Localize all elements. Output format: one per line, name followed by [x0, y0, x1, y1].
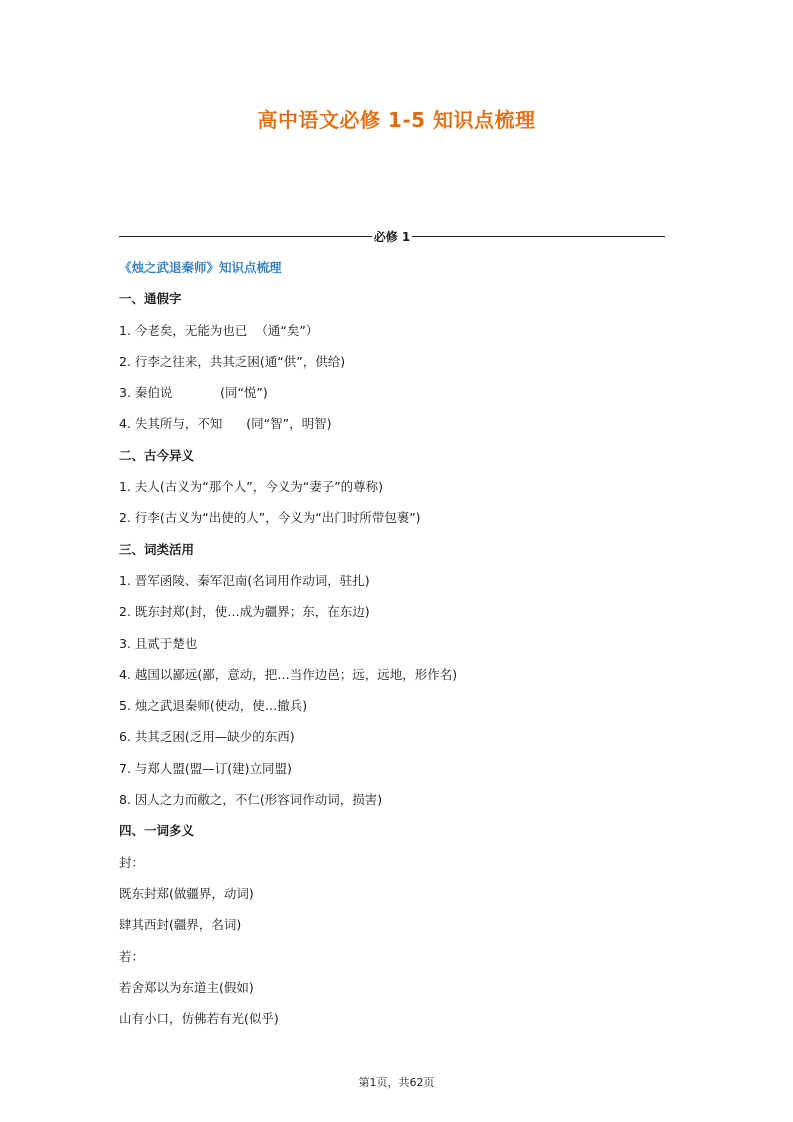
- section-heading: 四、一词多义: [119, 823, 195, 839]
- section-label: 必修 1: [373, 229, 411, 244]
- content-line: 肆其西封(疆界，名词): [119, 917, 242, 933]
- content-line: 若：: [119, 948, 145, 964]
- divider-rule-left: [119, 236, 372, 237]
- section-heading: 一、通假字: [119, 291, 182, 307]
- section-heading: 三、词类活用: [119, 541, 195, 557]
- article-title: 《烛之武退秦师》知识点梳理: [119, 260, 282, 275]
- content-line: 山有小口，仿佛若有光(似乎): [119, 1011, 279, 1027]
- content-line: 6. 共其乏困(乏用—缺少的东西): [119, 729, 295, 745]
- document-title: 高中语文必修 1-5 知识点梳理: [257, 108, 536, 132]
- content-line: 2. 行李(古义为“出使的人”，今义为“出门时所带包裹”): [119, 510, 421, 526]
- document-content: [119, 252, 679, 1034]
- section-heading: 二、古今异义: [119, 447, 195, 463]
- content-line: 1. 今老矣，无能为也已 （通“矣”）: [119, 322, 319, 338]
- content-line: 封：: [119, 854, 145, 870]
- content-line: 7. 与郑人盟(盟—订(建)立同盟): [119, 760, 292, 776]
- content-line: 既东封郑(做疆界，动词): [119, 885, 254, 901]
- content-line: 2. 行李之往来，共其乏困(通“供”，供给): [119, 353, 346, 369]
- divider-rule-right: [412, 236, 665, 237]
- content-line: 1. 晋军函陵、秦军氾南(名词用作动词，驻扎): [119, 572, 370, 588]
- section-divider: [119, 228, 665, 244]
- content-line: 4. 越国以鄙远(鄙，意动，把…当作边邑；远，远地，形作名): [119, 666, 458, 682]
- content-line: 5. 烛之武退秦师(使动，使…撤兵): [119, 698, 308, 714]
- content-line: 1. 夫人(古义为“那个人”，今义为“妻子”的尊称): [119, 479, 384, 495]
- content-line: 2. 既东封郑(封，使…成为疆界；东，在东边): [119, 604, 370, 620]
- page-footer: 第1页，共62页: [358, 1076, 435, 1089]
- content-lines: [119, 283, 679, 1034]
- content-line: 8. 因人之力而敝之，不仁(形容词作动词，损害): [119, 792, 383, 808]
- content-line: 3. 秦伯说 (同“悦”): [119, 385, 268, 401]
- content-line: 4. 失其所与，不知 (同“智”，明智): [119, 416, 332, 432]
- content-line: 3. 且贰于楚也: [119, 635, 198, 651]
- content-line: 若舍郑以为东道主(假如): [119, 979, 254, 995]
